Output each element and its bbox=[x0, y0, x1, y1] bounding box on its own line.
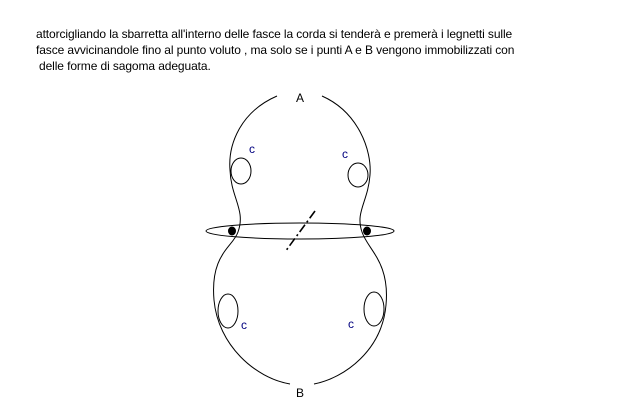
label-c-upper-left: c bbox=[249, 142, 255, 156]
block-right bbox=[364, 227, 371, 235]
label-c-lower-right: c bbox=[348, 317, 354, 331]
body-outline-right bbox=[314, 96, 386, 384]
block-left bbox=[229, 227, 236, 235]
label-c-upper-right: c bbox=[342, 147, 348, 161]
oval-lower-right bbox=[364, 292, 384, 326]
caption-line-1: attorcigliando la sbarretta all'interno delle fasce la corda si tenderà e premerà i legnetti sulle bbox=[36, 27, 513, 41]
oval-upper-left bbox=[231, 158, 251, 184]
label-point-a: A bbox=[296, 91, 305, 105]
body-outline-left bbox=[214, 96, 290, 384]
oval-upper-right bbox=[348, 163, 368, 187]
label-point-b: B bbox=[296, 386, 305, 400]
label-c-lower-left: c bbox=[241, 318, 247, 332]
oval-lower-left bbox=[218, 294, 238, 328]
twist-bar bbox=[285, 211, 315, 252]
caption-line-2: fasce avvicinandole fino al punto voluto , ma solo se i punti A e B vengono immobilizzati con bbox=[36, 43, 515, 57]
caption-line-3: delle forme di sagoma adeguata. bbox=[39, 59, 211, 73]
